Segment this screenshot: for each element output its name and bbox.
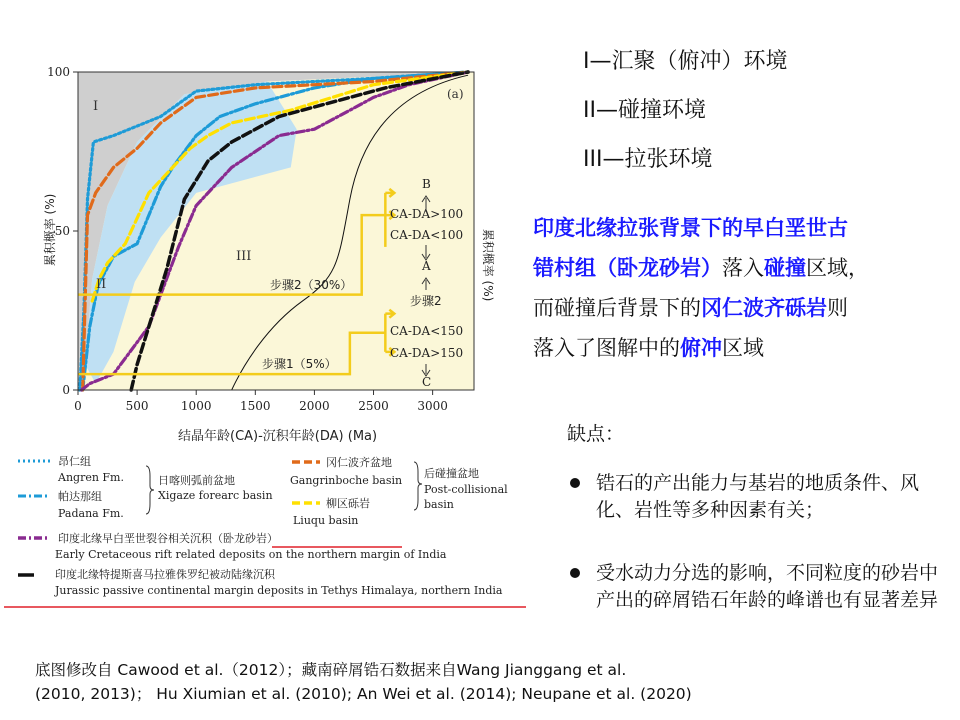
- legend-padana-cn: 帕达那组: [58, 490, 102, 503]
- legend-postcollision-cn: 后碰撞盆地: [424, 467, 479, 480]
- highlight-p8: 则: [827, 296, 848, 320]
- ca-da-gt150: CA-DA>150: [390, 346, 464, 360]
- step1-label: 步骤1（5%）: [262, 357, 337, 371]
- ca-da-lt150: CA-DA<150: [390, 324, 464, 338]
- y-tick-label: 50: [54, 224, 70, 238]
- x-tick-label: 1500: [240, 399, 271, 413]
- field-label-iii: III: [236, 249, 252, 264]
- highlight-p10: 俯冲: [680, 336, 722, 360]
- highlight-p1: 印度北缘拉张背景下的早白垩世古: [533, 216, 848, 240]
- weakness-item-1: 锆石的产出能力与基岩的地质条件、风化、岩性等多种因素有关；: [596, 472, 920, 521]
- letter-a: A: [422, 259, 431, 273]
- highlight-p11: 区域: [722, 336, 764, 360]
- environment-iii: III—拉张环境: [583, 147, 713, 172]
- highlight-p6: 而碰撞后背景下的: [533, 296, 701, 320]
- x-tick-label: 0: [74, 399, 82, 413]
- legend-postcollision-en-2: basin: [424, 498, 454, 511]
- highlight-p4: 碰撞: [764, 256, 806, 280]
- y-axis-title: 累积概率 (%): [43, 193, 57, 267]
- highlight-line-1: [533, 208, 953, 248]
- legend-angren-en: Angren Fm.: [58, 471, 124, 484]
- highlight-line-2: [533, 248, 953, 288]
- source-line-2: (2010, 2013)； Hu Xiumian et al. (2010); An Wei et al. (2014); Neupane et al. (2020): [35, 685, 692, 703]
- highlight-line-4: [533, 328, 953, 368]
- bullet-dot-2: [570, 568, 580, 578]
- step2-label: 步骤2（30%）: [270, 278, 353, 292]
- legend-angren-cn: 昂仁组: [58, 455, 91, 468]
- x-tick-label: 1000: [180, 399, 212, 413]
- panel-label: (a): [447, 87, 464, 101]
- legend-xigaze-cn: 日喀则弧前盆地: [158, 474, 235, 487]
- legend-xigaze-en: Xigaze forearc basin: [158, 489, 273, 502]
- ca-da-lt100: CA-DA<100: [390, 228, 464, 242]
- legend-brace-xigaze: [146, 466, 154, 514]
- highlight-p2: 错村组（卧龙砂岩）: [533, 256, 722, 280]
- step2-mid-label: 步骤2: [410, 294, 442, 308]
- letter-c: C: [422, 375, 432, 389]
- legend-wolong-en: Early Cretaceous rift related deposits on the northern margin of India: [55, 548, 447, 561]
- legend-brace-postcollision: [414, 462, 422, 510]
- legend-padana-en: Padana Fm.: [58, 507, 124, 520]
- legend-jurassic-cn: 印度北缘特提斯喜马拉雅侏罗纪被动陆缘沉积: [55, 568, 275, 581]
- highlight-p3: 落入: [722, 256, 764, 280]
- environment-i: I—汇聚（俯冲）环境: [583, 49, 788, 74]
- legend-gangrinboche-en: Gangrinboche basin: [290, 474, 403, 487]
- highlight-p9: 落入了图解中的: [533, 336, 680, 360]
- legend-postcollision-en-1: Post-collisional: [424, 483, 508, 496]
- ca-da-gt100: CA-DA>100: [390, 207, 464, 221]
- legend-jurassic-en: Jurassic passive continental margin deposits in Tethys Himalaya, northern India: [55, 584, 503, 597]
- weakness-heading: 缺点：: [567, 423, 625, 445]
- legend-liuqu-en: Liuqu basin: [293, 514, 359, 527]
- field-label-ii: II: [96, 277, 107, 292]
- legend: [4, 455, 526, 607]
- highlight-line-3: [533, 288, 953, 328]
- x-tick-label: 3000: [417, 399, 448, 413]
- y-tick-label: 100: [47, 65, 70, 79]
- field-label-i: I: [93, 99, 99, 114]
- weakness-item-2: 受水动力分选的影响，不同粒度的砂岩中产出的碎屑锆石年龄的峰谱也有显著差异: [596, 562, 939, 611]
- legend-wolong-cn: 印度北缘早白垩世裂谷相关沉积（卧龙砂岩）: [58, 532, 278, 545]
- highlight-p7: 冈仁波齐砾岩: [701, 296, 827, 320]
- legend-gangrinboche-cn: 冈仁波齐盆地: [326, 456, 392, 469]
- highlight-paragraph: [533, 208, 953, 368]
- highlight-p5: 区域，: [806, 256, 869, 280]
- source-note: [35, 658, 692, 706]
- x-axis-title: 结晶年龄(CA)-沉积年龄(DA) (Ma): [178, 429, 378, 444]
- environment-ii: II—碰撞环境: [583, 98, 706, 123]
- bullet-dot-1: [570, 478, 580, 488]
- source-line-1: 底图修改自 Cawood et al.（2012）；藏南碎屑锆石数据来自Wang Jianggang et al.: [35, 661, 627, 679]
- legend-liuqu-cn: 柳区砾岩: [326, 497, 370, 510]
- y-axis-title-right: 累积概率 (%): [481, 228, 495, 302]
- x-tick-label: 2500: [358, 399, 389, 413]
- letter-b: B: [422, 177, 431, 191]
- x-tick-label: 2000: [299, 399, 330, 413]
- y-tick-label: 0: [62, 383, 70, 397]
- x-tick-label: 500: [125, 399, 149, 413]
